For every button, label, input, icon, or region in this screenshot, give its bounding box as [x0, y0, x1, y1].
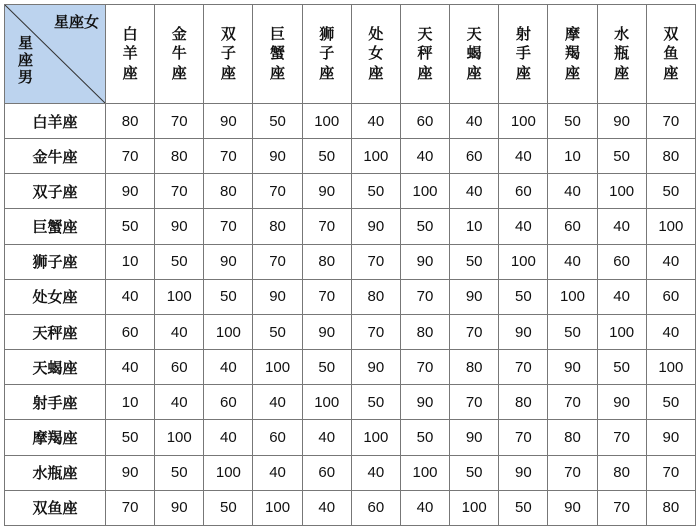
score-cell: 70: [450, 385, 499, 420]
score-cell: 10: [106, 244, 155, 279]
score-cell: 60: [351, 490, 400, 525]
score-cell: 60: [450, 139, 499, 174]
score-cell: 90: [351, 350, 400, 385]
score-cell: 90: [155, 490, 204, 525]
column-header: 天 蝎 座: [450, 5, 499, 104]
score-cell: 10: [548, 139, 597, 174]
score-cell: 100: [548, 279, 597, 314]
score-cell: 70: [646, 104, 695, 139]
score-cell: 100: [302, 104, 351, 139]
row-header: 双子座: [5, 174, 106, 209]
score-cell: 80: [646, 490, 695, 525]
score-cell: 100: [646, 209, 695, 244]
score-cell: 50: [155, 455, 204, 490]
score-cell: 90: [548, 350, 597, 385]
table-row: [5, 279, 696, 314]
score-cell: 100: [253, 490, 302, 525]
score-cell: 100: [155, 420, 204, 455]
score-cell: 50: [548, 314, 597, 349]
row-header: 摩羯座: [5, 420, 106, 455]
score-cell: 50: [597, 139, 646, 174]
score-cell: 100: [400, 174, 449, 209]
score-cell: 50: [204, 490, 253, 525]
score-cell: 50: [646, 174, 695, 209]
score-cell: 40: [548, 244, 597, 279]
score-cell: 100: [499, 244, 548, 279]
score-cell: 10: [106, 385, 155, 420]
table-row: [5, 244, 696, 279]
score-cell: 70: [253, 244, 302, 279]
score-cell: 70: [302, 209, 351, 244]
score-cell: 50: [253, 314, 302, 349]
female-axis-label: 星座女: [53, 13, 99, 31]
row-header: 天秤座: [5, 314, 106, 349]
score-cell: 60: [597, 244, 646, 279]
column-header: 狮 子 座: [302, 5, 351, 104]
column-header: 处 女 座: [351, 5, 400, 104]
score-cell: 50: [597, 350, 646, 385]
score-cell: 50: [106, 420, 155, 455]
score-cell: 40: [351, 104, 400, 139]
score-cell: 40: [450, 174, 499, 209]
row-header: 金牛座: [5, 139, 106, 174]
score-cell: 100: [597, 314, 646, 349]
score-cell: 40: [302, 490, 351, 525]
table-row: [5, 420, 696, 455]
score-cell: 80: [106, 104, 155, 139]
score-cell: 100: [155, 279, 204, 314]
row-header: 双鱼座: [5, 490, 106, 525]
row-header: 白羊座: [5, 104, 106, 139]
score-cell: 100: [351, 139, 400, 174]
score-cell: 50: [548, 104, 597, 139]
score-cell: 90: [450, 279, 499, 314]
score-cell: 50: [450, 244, 499, 279]
score-cell: 40: [499, 209, 548, 244]
score-cell: 40: [646, 244, 695, 279]
score-cell: 40: [450, 104, 499, 139]
score-cell: 90: [204, 244, 253, 279]
score-cell: 40: [548, 174, 597, 209]
table-row: [5, 209, 696, 244]
score-cell: 60: [499, 174, 548, 209]
score-cell: 90: [499, 314, 548, 349]
column-header: 摩 羯 座: [548, 5, 597, 104]
table-row: [5, 490, 696, 525]
score-cell: 100: [204, 314, 253, 349]
score-cell: 70: [106, 139, 155, 174]
score-cell: 50: [106, 209, 155, 244]
score-cell: 40: [302, 420, 351, 455]
male-axis-label: 星座男: [16, 35, 34, 86]
score-cell: 70: [597, 490, 646, 525]
column-header: 金 牛 座: [155, 5, 204, 104]
score-cell: 80: [155, 139, 204, 174]
score-cell: 90: [548, 490, 597, 525]
score-cell: 50: [302, 139, 351, 174]
score-cell: 100: [597, 174, 646, 209]
score-cell: 50: [499, 490, 548, 525]
score-cell: 50: [499, 279, 548, 314]
table-row: [5, 385, 696, 420]
score-cell: 90: [155, 209, 204, 244]
score-cell: 100: [400, 455, 449, 490]
score-cell: 90: [499, 455, 548, 490]
table-body: [5, 104, 696, 526]
score-cell: 70: [597, 420, 646, 455]
score-cell: 90: [450, 420, 499, 455]
score-cell: 70: [499, 350, 548, 385]
score-cell: 90: [253, 139, 302, 174]
score-cell: 100: [204, 455, 253, 490]
score-cell: 70: [351, 314, 400, 349]
score-cell: 60: [548, 209, 597, 244]
column-header: 天 秤 座: [400, 5, 449, 104]
score-cell: 80: [548, 420, 597, 455]
score-cell: 100: [499, 104, 548, 139]
table-row: [5, 104, 696, 139]
score-cell: 50: [450, 455, 499, 490]
score-cell: 40: [204, 420, 253, 455]
row-header: 狮子座: [5, 244, 106, 279]
score-cell: 80: [597, 455, 646, 490]
score-cell: 40: [155, 385, 204, 420]
score-cell: 40: [400, 139, 449, 174]
score-cell: 80: [351, 279, 400, 314]
column-header: 白 羊 座: [106, 5, 155, 104]
score-cell: 70: [400, 350, 449, 385]
row-header: 射手座: [5, 385, 106, 420]
score-cell: 60: [302, 455, 351, 490]
score-cell: 100: [351, 420, 400, 455]
score-cell: 40: [106, 350, 155, 385]
score-cell: 90: [302, 174, 351, 209]
score-cell: 40: [597, 279, 646, 314]
score-cell: 90: [400, 244, 449, 279]
score-cell: 70: [253, 174, 302, 209]
score-cell: 50: [155, 244, 204, 279]
score-cell: 80: [204, 174, 253, 209]
score-cell: 40: [597, 209, 646, 244]
score-cell: 90: [351, 209, 400, 244]
row-header: 天蝎座: [5, 350, 106, 385]
table-row: [5, 174, 696, 209]
score-cell: 70: [204, 139, 253, 174]
score-cell: 50: [204, 279, 253, 314]
score-cell: 70: [548, 385, 597, 420]
score-cell: 70: [351, 244, 400, 279]
score-cell: 90: [204, 104, 253, 139]
table-row: [5, 314, 696, 349]
score-cell: 100: [302, 385, 351, 420]
score-cell: 50: [400, 209, 449, 244]
score-cell: 90: [253, 279, 302, 314]
score-cell: 90: [400, 385, 449, 420]
score-cell: 60: [400, 104, 449, 139]
row-header: 水瓶座: [5, 455, 106, 490]
header-row: [5, 5, 696, 104]
score-cell: 90: [106, 174, 155, 209]
score-cell: 90: [106, 455, 155, 490]
score-cell: 40: [499, 139, 548, 174]
score-cell: 80: [646, 139, 695, 174]
score-cell: 40: [646, 314, 695, 349]
score-cell: 50: [351, 174, 400, 209]
score-cell: 50: [400, 420, 449, 455]
score-cell: 50: [646, 385, 695, 420]
score-cell: 90: [597, 104, 646, 139]
score-cell: 100: [450, 490, 499, 525]
score-cell: 70: [646, 455, 695, 490]
score-cell: 70: [450, 314, 499, 349]
column-header: 双 鱼 座: [646, 5, 695, 104]
score-cell: 40: [400, 490, 449, 525]
column-header: 射 手 座: [499, 5, 548, 104]
score-cell: 40: [351, 455, 400, 490]
score-cell: 40: [253, 455, 302, 490]
score-cell: 60: [204, 385, 253, 420]
score-cell: 70: [548, 455, 597, 490]
table-row: [5, 350, 696, 385]
table-row: [5, 455, 696, 490]
score-cell: 90: [302, 314, 351, 349]
score-cell: 60: [155, 350, 204, 385]
score-cell: 70: [106, 490, 155, 525]
score-cell: 90: [597, 385, 646, 420]
table-row: [5, 139, 696, 174]
score-cell: 80: [302, 244, 351, 279]
score-cell: 90: [646, 420, 695, 455]
column-header: 双 子 座: [204, 5, 253, 104]
score-cell: 100: [646, 350, 695, 385]
score-cell: 70: [302, 279, 351, 314]
score-cell: 80: [253, 209, 302, 244]
score-cell: 50: [351, 385, 400, 420]
corner-header: [5, 5, 106, 104]
compatibility-table: [4, 4, 696, 526]
score-cell: 70: [155, 174, 204, 209]
column-header: 水 瓶 座: [597, 5, 646, 104]
score-cell: 60: [253, 420, 302, 455]
score-cell: 60: [106, 314, 155, 349]
score-cell: 70: [400, 279, 449, 314]
score-cell: 100: [253, 350, 302, 385]
row-header: 巨蟹座: [5, 209, 106, 244]
score-cell: 50: [253, 104, 302, 139]
score-cell: 80: [450, 350, 499, 385]
score-cell: 80: [499, 385, 548, 420]
score-cell: 50: [302, 350, 351, 385]
row-header: 处女座: [5, 279, 106, 314]
score-cell: 70: [204, 209, 253, 244]
score-cell: 40: [106, 279, 155, 314]
score-cell: 70: [155, 104, 204, 139]
score-cell: 80: [400, 314, 449, 349]
score-cell: 40: [253, 385, 302, 420]
score-cell: 40: [204, 350, 253, 385]
score-cell: 10: [450, 209, 499, 244]
score-cell: 70: [499, 420, 548, 455]
column-header: 巨 蟹 座: [253, 5, 302, 104]
score-cell: 40: [155, 314, 204, 349]
score-cell: 60: [646, 279, 695, 314]
